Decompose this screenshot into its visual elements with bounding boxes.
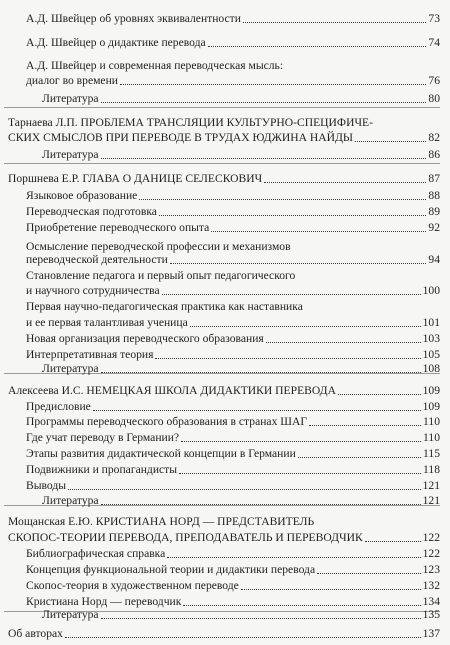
toc-entry-page: 109 xyxy=(422,400,440,413)
toc-entry-title: Подвижники и пропагандисты xyxy=(26,463,178,476)
toc-entry-title: Скопос-теория в художественном переводе xyxy=(26,579,239,592)
toc-entry-title: СКИХ СМЫСЛОВ ПРИ ПЕРЕВОДЕ В ТРУДАХ ЮДЖИНА НАЙДЫ xyxy=(8,131,354,144)
toc-entry-title: Литература xyxy=(42,148,99,161)
toc-entry-page: 110 xyxy=(423,415,440,428)
dot-leader xyxy=(211,231,426,232)
dot-leader xyxy=(162,294,421,295)
dot-leader xyxy=(155,358,420,359)
toc-entry-page: 121 xyxy=(422,494,440,507)
dot-leader xyxy=(264,182,426,183)
toc-entry-title: Библиографическая справка xyxy=(26,547,166,560)
dot-leader xyxy=(365,541,421,542)
toc-entry-title: Выводы xyxy=(26,479,67,492)
dot-leader xyxy=(317,573,421,574)
dot-leader xyxy=(68,489,421,490)
toc-entry-title: Языковое образование xyxy=(26,189,138,202)
toc-entry-title: Тарнаева Л.П. ПРОБЛЕМА ТРАНСЛЯЦИИ КУЛЬТУРНО-СПЕЦИФИЧЕ- xyxy=(8,116,373,129)
toc-entry-page: 122 xyxy=(422,531,440,544)
dot-leader xyxy=(120,84,426,85)
dot-leader xyxy=(298,457,421,458)
toc-entry-page: 109 xyxy=(422,384,440,397)
dot-leader xyxy=(266,342,421,343)
dot-leader xyxy=(93,410,421,411)
toc-entry-page: 92 xyxy=(428,221,440,234)
toc-entry-title: Осмысление переводческой профессии и механизмов xyxy=(26,240,291,253)
toc-entry-title: Литература xyxy=(42,362,99,375)
section-separator xyxy=(4,163,440,164)
toc-entry-page: 135 xyxy=(422,608,440,621)
dot-leader xyxy=(208,46,427,47)
toc-entry-title: Интерпретативная теория xyxy=(26,348,154,361)
toc-entry-title: А.Д. Швейцер и современная переводческая мысль: xyxy=(26,59,284,72)
toc-entry-title: и ее первая талантливая ученица xyxy=(26,316,188,329)
toc-entry-page: 73 xyxy=(428,12,440,25)
toc-entry-title: Литература xyxy=(42,608,99,621)
toc-entry-page: 108 xyxy=(422,362,440,375)
dot-leader xyxy=(167,557,420,558)
toc-entry-title: Кристиана Норд — переводчик xyxy=(26,595,182,608)
toc-entry-page: 86 xyxy=(428,148,440,161)
toc-entry-page: 87 xyxy=(428,172,440,185)
toc-entry-title: Этапы развития дидактической концепции в Германии xyxy=(26,447,296,460)
toc-entry-title: и научного сотрудничества xyxy=(26,284,160,297)
toc-entry-title: Программы переводческого образования в странах ШАГ xyxy=(26,415,308,428)
toc-entry-title: Алексеева И.С. НЕМЕЦКАЯ ШКОЛА ДИДАКТИКИ ПЕРЕВОДА xyxy=(8,384,336,397)
toc-entry-page: 103 xyxy=(422,332,440,345)
toc-entry-title: А.Д. Швейцер о дидактике перевода xyxy=(26,36,206,49)
toc-entry-title: Поршнева Е.Р. ГЛАВА О ДАНИЦЕ СЕЛЕСКОВИЧ xyxy=(8,172,263,185)
toc-entry-page: 89 xyxy=(428,205,440,218)
toc-entry-page: 134 xyxy=(422,595,440,608)
dot-leader xyxy=(241,589,421,590)
toc-entry-title: Новая организация переводческого образования xyxy=(26,332,264,345)
dot-leader xyxy=(179,473,421,474)
toc-entry-page: 76 xyxy=(428,74,440,87)
toc-entry-page: 105 xyxy=(422,348,440,361)
dot-leader xyxy=(338,394,421,395)
dot-leader xyxy=(170,263,427,264)
toc-entry-page: 100 xyxy=(422,284,440,297)
toc-entry-title: Переводческая подготовка xyxy=(26,205,157,218)
dot-leader xyxy=(159,215,426,216)
toc-entry-title: А.Д. Швейцер об уровнях эквивалентности xyxy=(26,12,241,25)
dot-leader xyxy=(101,372,421,373)
dot-leader xyxy=(101,158,427,159)
toc-entry-title: Первая научно-педагогическая практика как наставника xyxy=(26,300,303,313)
toc-entry-title: Мощанская Е.Ю. КРИСТИАНА НОРД — ПРЕДСТАВИТЕЛЬ xyxy=(8,515,315,528)
dot-leader xyxy=(181,441,421,442)
toc-entry-title: Концепция функциональной теории и дидактики перевода xyxy=(26,563,316,576)
toc-entry-title: Литература xyxy=(42,92,99,105)
toc-entry-title: СКОПОС-ТЕОРИИ ПЕРЕВОДА, ПРЕПОДАВАТЕЛЬ И ПЕРЕВОДЧИК xyxy=(8,531,363,544)
dot-leader xyxy=(190,326,421,327)
dot-leader xyxy=(355,141,426,142)
toc-entry-page: 74 xyxy=(428,36,440,49)
dot-leader xyxy=(139,199,426,200)
toc-entry-page: 82 xyxy=(428,131,440,144)
toc-entry-page: 94 xyxy=(428,253,440,266)
toc-entry-title: Предисловие xyxy=(26,400,91,413)
toc-entry-page: 132 xyxy=(422,579,440,592)
toc-entry-page: 122 xyxy=(422,547,440,560)
section-separator xyxy=(4,107,440,108)
toc-entry-page: 123 xyxy=(422,563,440,576)
toc-entry-title: Где учат переводу в Германии? xyxy=(26,431,180,444)
toc-entry-title: переводческой деятельности xyxy=(26,253,168,266)
toc-entry-page: 137 xyxy=(422,627,440,640)
toc-entry-title: Литература xyxy=(42,494,99,507)
dot-leader xyxy=(243,22,426,23)
toc-entry-title: Об авторах xyxy=(8,627,63,640)
toc-entry-page: 80 xyxy=(428,92,440,105)
toc-entry-title: диалог во времени xyxy=(26,74,118,87)
toc-entry-page: 118 xyxy=(423,463,440,476)
toc-entry-page: 121 xyxy=(422,479,440,492)
toc-entry-page: 115 xyxy=(423,447,440,460)
dot-leader xyxy=(101,102,427,103)
dot-leader xyxy=(101,618,421,619)
toc-entry-title: Становление педагога и первый опыт педагогического xyxy=(26,269,296,282)
toc-entry-page: 88 xyxy=(428,189,440,202)
toc-entry-page: 101 xyxy=(422,316,440,329)
dot-leader xyxy=(101,504,421,505)
dot-leader xyxy=(65,637,421,638)
toc-entry-page: 110 xyxy=(423,431,440,444)
dot-leader xyxy=(183,605,420,606)
dot-leader xyxy=(309,425,421,426)
toc-entry-title: Приобретение переводческого опыта xyxy=(26,221,210,234)
